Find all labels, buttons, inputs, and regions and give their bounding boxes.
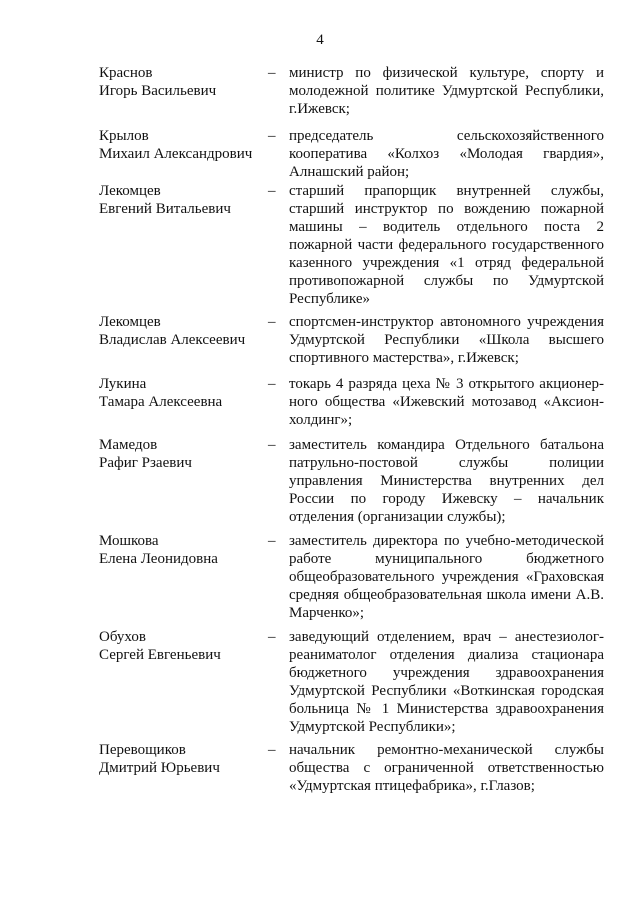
position-description: начальник ремонтно-механической службы общества с ограниченной ответственностью «Удмуртская птицефабрика», г.Глазов; — [289, 742, 604, 794]
position-description: министр по физической культуре, спорту и молодежной политике Удмуртской Республики, г.Ижевск; — [289, 65, 604, 117]
person-name — [99, 64, 269, 100]
person-name — [99, 127, 269, 163]
surname: Обухов — [99, 629, 146, 645]
position-description: заведующий отделением, врач – анестезиолог-реаниматолог отделения диализа стационара бюджетного учреждения здравоохранения Удмуртской Республики «Воткинская городская больница № 1 Министерства здравоохранения Удмуртской Республики»; — [289, 629, 604, 735]
position-description: токарь 4 разряда цеха № 3 открытого акционерного общества «Ижевский мотозавод «Аксион-холдинг»; — [289, 376, 604, 428]
dash-separator: – — [268, 314, 276, 330]
given-name: Евгений Витальевич — [99, 201, 231, 217]
dash-separator: – — [268, 742, 276, 758]
given-name: Рафиг Рзаевич — [99, 455, 192, 471]
surname: Краснов — [99, 65, 153, 81]
surname: Лекомцев — [99, 183, 161, 199]
given-name: Тамара Алексеевна — [99, 394, 223, 410]
position-description: заместитель командира Отдельного батальона патрульно-постовой службы полиции управления Министерства внутренних дел России по городу Ижевску – начальник отделения (организации службы); — [289, 437, 604, 525]
surname: Мошкова — [99, 533, 159, 549]
given-name: Михаил Александрович — [99, 146, 253, 162]
position-description: спортсмен-инструктор автономного учреждения Удмуртской Республики «Школа высшего спортивного мастерства», г.Ижевск; — [289, 314, 604, 366]
surname: Крылов — [99, 128, 149, 144]
dash-separator: – — [268, 183, 276, 199]
dash-separator: – — [268, 533, 276, 549]
person-name — [99, 182, 269, 218]
page-number: 4 — [316, 32, 324, 48]
position-description: заместитель директора по учебно-методической работе муниципального бюджетного общеобразовательного учреждения «Граховская средняя общеобразовательная школа имени А.В. Марченко»; — [289, 533, 604, 621]
given-name: Владислав Алексеевич — [99, 332, 246, 348]
given-name: Игорь Васильевич — [99, 83, 217, 99]
position-description: старший прапорщик внутренней службы, старший инструктор по вождению пожарной машины – водитель отдельного поста 2 пожарной части федерального государственного казенного учреждения «1 отряд федеральной противопожарной службы по Удмуртской Республике» — [289, 183, 604, 307]
dash-separator: – — [268, 376, 276, 392]
person-name — [99, 436, 269, 472]
surname: Мамедов — [99, 437, 158, 453]
given-name: Дмитрий Юрьевич — [99, 760, 220, 776]
surname: Лекомцев — [99, 314, 161, 330]
dash-separator: – — [268, 65, 276, 81]
person-name — [99, 532, 269, 568]
person-name — [99, 313, 269, 349]
given-name: Елена Леонидовна — [99, 551, 218, 567]
dash-separator: – — [268, 629, 276, 645]
dash-separator: – — [268, 437, 276, 453]
given-name: Сергей Евгеньевич — [99, 647, 221, 663]
person-name — [99, 741, 269, 777]
person-name — [99, 375, 269, 411]
position-description: председатель сельскохозяйственного кооператива «Колхоз «Молодая гвардия», Алнашский район; — [289, 128, 604, 180]
person-name — [99, 628, 269, 664]
dash-separator: – — [268, 128, 276, 144]
surname: Лукина — [99, 376, 147, 392]
surname: Перевощиков — [99, 742, 186, 758]
